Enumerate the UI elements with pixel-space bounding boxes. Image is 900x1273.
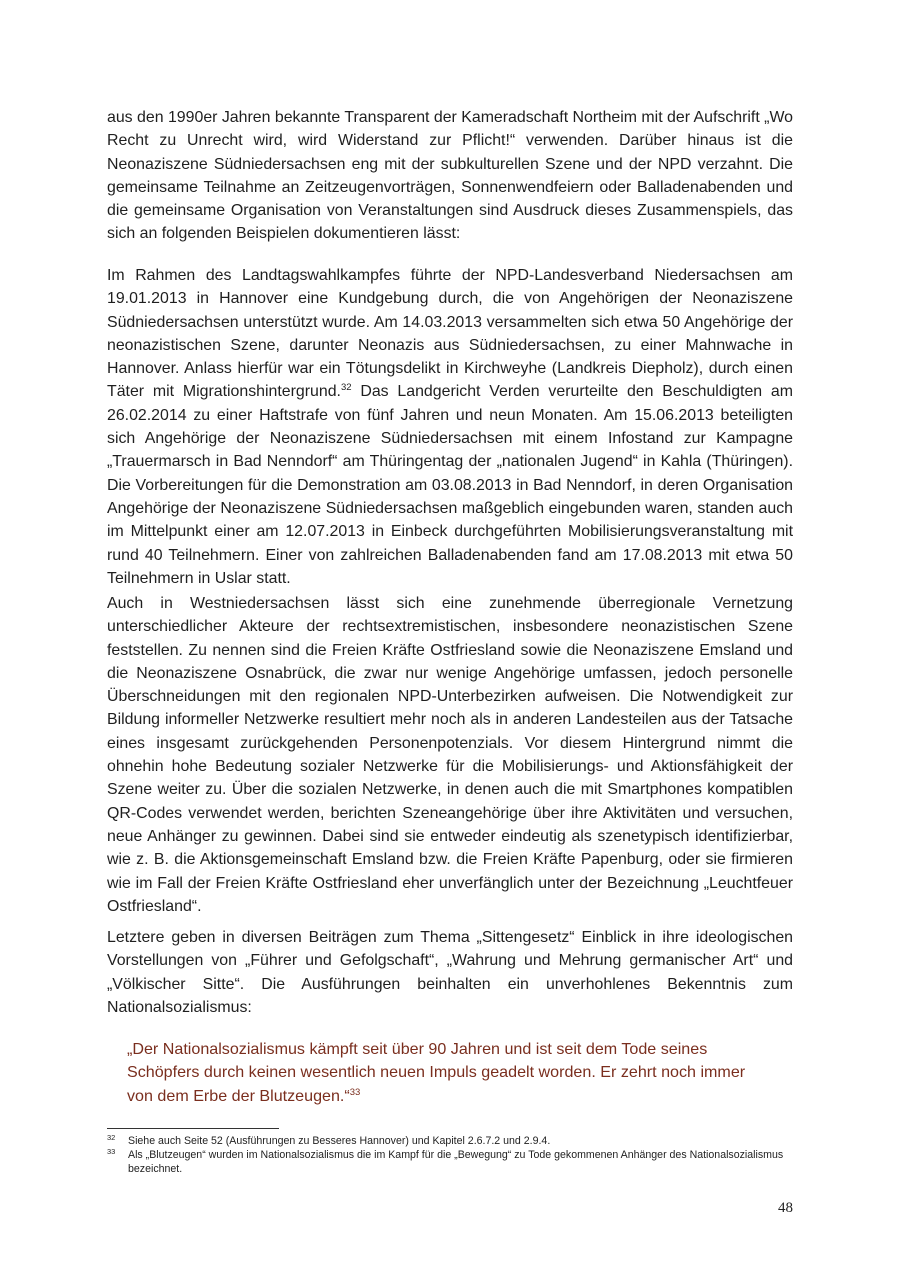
footnote-number: 33 — [107, 1147, 116, 1157]
footnote-text: Als „Blutzeugen“ wurden im Nationalsozialismus die im Kampf für die „Bewegung“ zu Tode gekommenen Anhänger des Nationalsozialismus bezeichnet. — [128, 1149, 784, 1176]
paragraph-3: Auch in Westniedersachsen lässt sich eine zunehmende überregionale Vernetzung unterschiedlicher Akteure der rechtsextremistischen, insbesondere neonazistischen Szene feststellen. Zu nennen sind die Freien Kräfte Ostfriesland sowie die Neonaziszene Emsland und die Neonaziszene Osnabrück, die zwar nur wenige Angehörige umfassen, jedoch personelle Überschneidungen mit den regionalen NPD-Unterbezirken aufweisen. Die Notwendigkeit zur Bildung informeller Netzwerke resultiert mehr noch als in anderen Landesteilen aus der Tatsache eines insgesamt zurückgehenden Personenpotenzials. Vor diesem Hintergrund nimmt die ohnehin hohe Bedeutung sozialer Netzwerke für die Mobilisierungs- und Aktionsfähigkeit der Szene weiter zu. Über die sozialen Netzwerke, in denen auch die mit Smartphones kompatiblen QR-Codes verwendet werden, berichten Szeneangehörige über ihre Aktivitäten und versuchen, neue Anhänger zu gewinnen. Dabei sind sie entweder eindeutig als szenetypisch identifizierbar, wie z. B. die Aktionsgemeinschaft Emsland bzw. die Freien Kräfte Papenburg, oder sie firmieren wie im Fall der Freien Kräfte Ostfriesland eher unverfänglich unter der Bezeichnung „Leuchtfeuer Ostfriesland“. — [107, 595, 793, 915]
paragraph-2-text-a: Im Rahmen des Landtagswahlkampfes führte der NPD-Landesverband Niedersachsen am 19.01.2013 in Hannover eine Kundgebung durch, die von Angehörigen der Neonaziszene Südniedersachsen unterstützt wurde. Am 14.03.2013 versammelten sich etwa 50 Angehörige der neonazistischen Szene, darunter Neonazis aus Südniedersachsen, zu einer Mahnwache in Hannover. Anlass hierfür war ein Tötungsdelikt in Kirchweyhe (Landkreis Diepholz), durch einen Täter mit Migrationshintergrund. — [107, 267, 793, 401]
footnote-text: Siehe auch Seite 52 (Ausführungen zu Besseres Hannover) und Kapitel 2.6.7.2 und 2.9.4. — [128, 1135, 551, 1147]
paragraph-2 — [107, 264, 793, 590]
footnotes — [107, 1134, 793, 1177]
footnote-ref-32[interactable]: 32 — [340, 382, 352, 394]
footnote-separator — [107, 1128, 279, 1129]
paragraph-2-text-b: Das Landgericht Verden verurteilte den Beschuldigten am 26.02.2014 zu einer Haftstrafe von fünf Jahren und neun Monaten. Am 15.06.2013 beteiligten sich Angehörige der Neonaziszene Südniedersachsen mit einem Infostand zur Kampagne „Trauermarsch in Bad Nenndorf“ am Thüringentag der „nationalen Jugend“ in Kahla (Thüringen). Die Vorbereitungen für die Demonstration am 03.08.2013 in Bad Nenndorf, in deren Organisation Angehörige der Neonaziszene Südniedersachsen maßgeblich eingebunden waren, standen auch im Mittelpunkt einer am 12.07.2013 in Einbeck durchgeführten Mobilisierungsveranstaltung mit rund 40 Teilnehmern. Einer von zahlreichen Balladenabenden fand am 17.08.2013 mit etwa 50 Teilnehmern in Uslar statt. — [107, 383, 793, 587]
quote-text: „Der Nationalsozialismus kämpft seit über 90 Jahren und ist seit dem Tode seines Schöpfers durch keinen wesentlich neuen Impuls geadelt worden. Er zehrt noch immer von dem Erbe der Blutzeugen.“ — [127, 1040, 746, 1105]
block-quote — [127, 1038, 765, 1108]
paragraph-1: aus den 1990er Jahren bekannte Transparent der Kameradschaft Northeim mit der Aufschrift „Wo Recht zu Unrecht wird, wird Widerstand zur Pflicht!“ verwenden. Darüber hinaus ist die Neonaziszene Südniedersachsen eng mit der subkulturellen Szene und der NPD verzahnt. Die gemeinsame Teilnahme an Zeitzeugenvorträgen, Sonnenwendfeiern oder Balladenabenden und die gemeinsame Organisation von Veranstaltungen sind Ausdruck dieses Zusammenspiels, das sich an folgenden Beispielen dokumentieren lässt: — [107, 109, 794, 243]
footnote-number: 32 — [107, 1133, 116, 1142]
footnote-33 — [107, 1148, 793, 1176]
page-number: 48 — [778, 1200, 793, 1216]
footnote-ref-33[interactable]: 33 — [349, 1086, 361, 1098]
footnote-32 — [107, 1134, 793, 1148]
paragraph-4: Letztere geben in diversen Beiträgen zum Thema „Sittengesetz“ Einblick in ihre ideologischen Vorstellungen von „Führer und Gefolgschaft“, „Wahrung und Mehrung germanischer Art“ und „Völkischer Sitte“. Die Ausführungen beinhalten ein unverhohlenes Bekenntnis zum Nationalsozialismus: — [107, 929, 793, 1016]
